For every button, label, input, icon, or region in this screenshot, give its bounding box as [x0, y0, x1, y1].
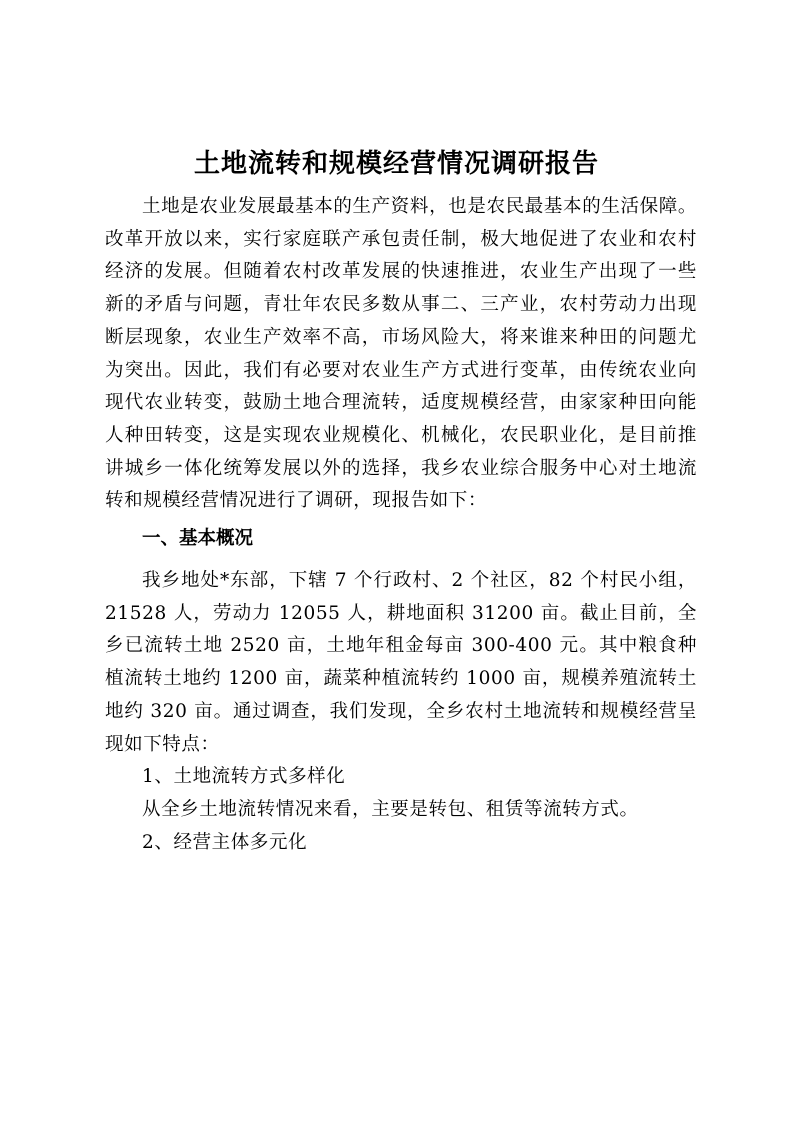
subheading-point-1: 1、土地流转方式多样化: [142, 766, 346, 788]
document-body: [105, 191, 697, 859]
subheading-point-2: 2、经营主体多元化: [142, 831, 308, 853]
intro-paragraph: 土地是农业发展最基本的生产资料，也是农民最基本的生活保障。改革开放以来，实行家庭联产承包责任制，极大地促进了农业和农村经济的发展。但随着农村改革发展的快速推进，农业生产出现了一些新的矛盾与问题，青壮年农民多数从事二、三产业，农村劳动力出现断层现象，农业生产效率不高，市场风险大，将来谁来种田的问题尤为突出。因此，我们有必要对农业生产方式进行变革，由传统农业向现代农业转变，鼓励土地合理流转，适度规模经营，由家家种田向能人种田转变，这是实现农业规模化、机械化，农民职业化，是目前推讲城乡一体化统筹发展以外的选择，我乡农业综合服务中心对土地流转和规模经营情况进行了调研，现报告如下：: [105, 196, 697, 512]
document-title: 土地流转和规模经营情况调研报告: [193, 149, 599, 179]
section-paragraph-overview: 我乡地处*东部，下辖 7 个行政村、2 个社区，82 个村民小组，21528 人，劳动力 12055 人，耕地面积 31200 亩。截止目前，全乡已流转土地 2520 亩，土地年租金每亩 300-400 元。其中粮食种植流转土地约 1200 亩，蔬菜种植流转约 1000 亩，规模养殖流转土地约 320 亩。通过调查，我们发现，全乡农村土地流转和规模经营呈现如下特点：: [105, 570, 697, 755]
point-1-text: 从全乡土地流转情况来看，主要是转包、租赁等流转方式。: [142, 798, 639, 820]
section-heading-basic-overview: 一、基本概况: [142, 528, 254, 550]
